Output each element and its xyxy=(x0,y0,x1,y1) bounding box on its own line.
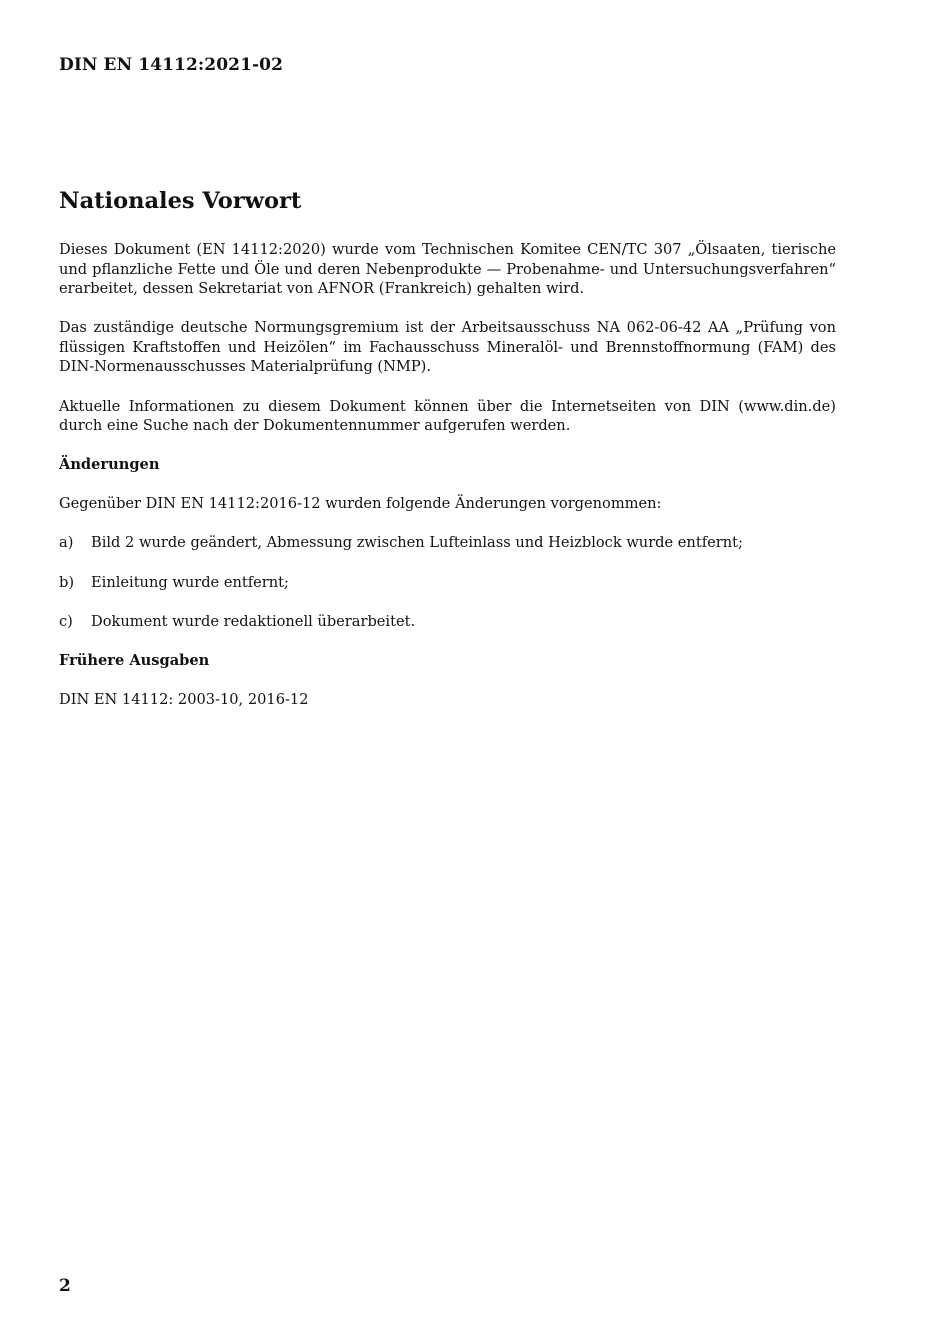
changes-intro: Gegenüber DIN EN 14112:2016-12 wurden folgende Änderungen vorgenommen: xyxy=(59,495,662,513)
list-item-text: Dokument wurde redaktionell überarbeitet. xyxy=(91,612,416,630)
previous-editions-heading: Frühere Ausgaben xyxy=(59,651,210,669)
list-item-text: Einleitung wurde entfernt; xyxy=(91,573,289,591)
document-id-header: DIN EN 14112:2021-02 xyxy=(59,55,284,75)
list-item xyxy=(59,533,836,553)
list-marker: a) xyxy=(59,534,74,552)
paragraph-german-committee: Das zuständige deutsche Normungsgremium ist der Arbeitsausschuss NA 062-06-42 AA „Prüfung von flüssigen Kraftstoffen und Heizölen“ im Fachausschuss Mineralöl- und Brennstoffnormung (FAM) des DIN-Normenausschusses Materialprüfung (NMP). xyxy=(59,319,836,376)
list-item-text: Bild 2 wurde geändert, Abmessung zwischen Lufteinlass und Heizblock wurde entfernt; xyxy=(91,534,743,552)
page-title: Nationales Vorwort xyxy=(59,188,302,214)
list-item xyxy=(59,573,836,593)
previous-editions-text: DIN EN 14112: 2003-10, 2016-12 xyxy=(59,690,309,708)
list-marker: b) xyxy=(59,573,75,591)
body-content xyxy=(59,240,836,729)
changes-heading: Änderungen xyxy=(59,456,160,474)
page-number: 2 xyxy=(59,1276,71,1296)
paragraph-committee: Dieses Dokument (EN 14112:2020) wurde vom Technischen Komitee CEN/TC 307 „Ölsaaten, tierische und pflanzliche Fette und Öle und deren Nebenprodukte — Probenahme- und Untersuchungsverfahren“ erarbeitet, dessen Sekretariat von AFNOR (Frankreich) gehalten wird. xyxy=(59,241,836,298)
list-marker: c) xyxy=(59,612,73,630)
list-item xyxy=(59,612,836,632)
paragraph-information: Aktuelle Informationen zu diesem Dokument können über die Internetseiten von DIN (www.din.de) durch eine Suche nach der Dokumentennummer aufgerufen werden. xyxy=(59,397,836,435)
